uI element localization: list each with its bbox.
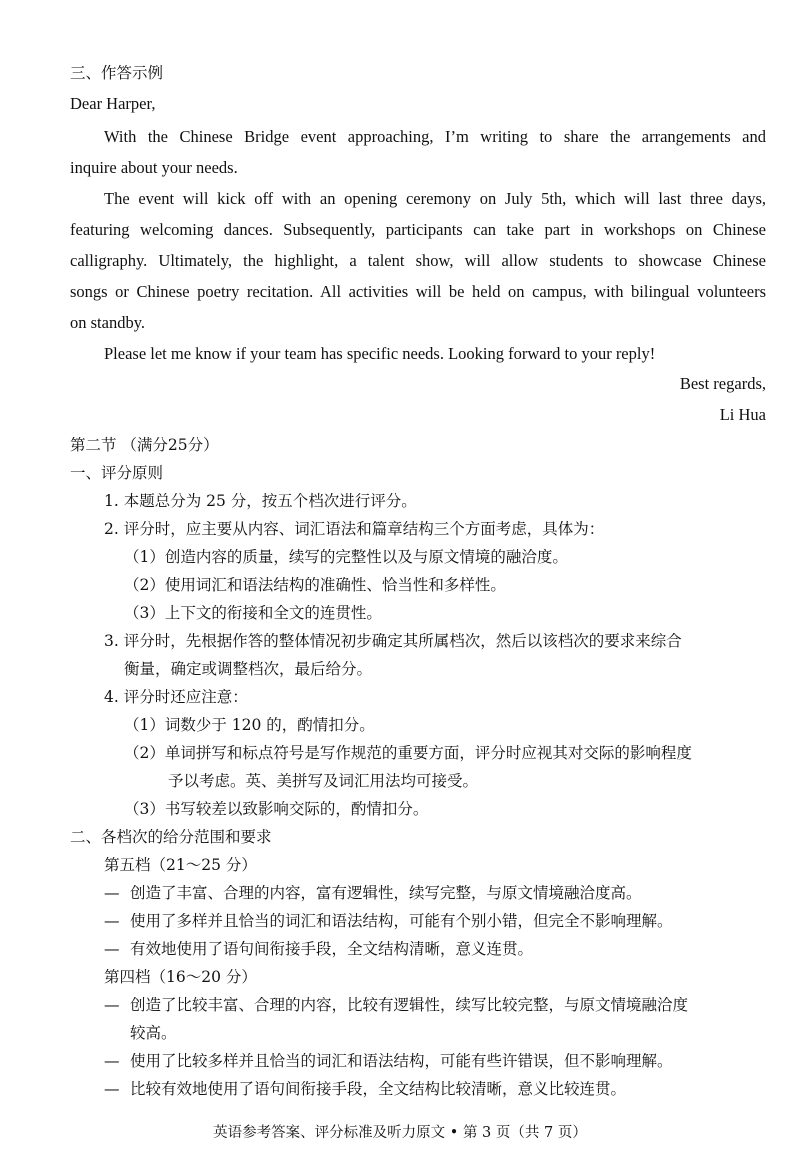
rule-subitem: （3）上下文的衔接和全文的连贯性。 xyxy=(124,604,382,622)
rule-item: 1. 本题总分为 25 分，按五个档次进行评分。 xyxy=(104,492,417,510)
band-criterion-text: 使用了比较多样并且恰当的词汇和语法结构，可能有些许错误，但不影响理解。 xyxy=(130,1052,673,1070)
letter-paragraph-line: on standby. xyxy=(70,313,146,332)
bands-heading: 二、各档次的给分范围和要求 xyxy=(70,828,272,846)
letter-paragraph-line: Please let me know if your team has specific needs. Looking forward to your reply! xyxy=(104,344,656,363)
band-criterion-text: 使用了多样并且恰当的词汇和语法结构，可能有个别小错，但完全不影响理解。 xyxy=(130,912,673,930)
letter-paragraph-line: The event will kick off with an opening ceremony on July 5th, which will last three days, xyxy=(104,189,766,208)
letter-paragraph-line: songs or Chinese poetry recitation. All activities will be held on campus, with bilingual volunteers xyxy=(70,282,766,301)
rule-subitem: （3）书写较差以致影响交际的，酌情扣分。 xyxy=(124,800,429,818)
page-footer: 英语参考答案、评分标准及听力原文 • 第 3 页（共 7 页） xyxy=(213,1125,587,1141)
letter-paragraph-line: With the Chinese Bridge event approaching, I’m writing to share the arrangements and xyxy=(104,127,766,146)
letter-closing: Best regards, xyxy=(679,374,766,393)
letter-paragraph-line: inquire about your needs. xyxy=(70,158,238,177)
dash-bullet: — xyxy=(104,996,120,1014)
part-title: 第二节 （满分25分） xyxy=(70,436,219,454)
band-title: 第五档（21～25 分） xyxy=(104,856,257,874)
band-criterion-text: 创造了比较丰富、合理的内容，比较有逻辑性，续写比较完整，与原文情境融洽度 xyxy=(130,996,689,1014)
dash-bullet: — xyxy=(104,940,120,958)
band-criterion xyxy=(104,910,673,932)
rule-item-continuation: 衡量，确定或调整档次，最后给分。 xyxy=(124,660,373,678)
band-criterion-text: 创造了丰富、合理的内容，富有逻辑性，续写完整，与原文情境融洽度高。 xyxy=(130,884,642,902)
band-criterion-continuation: 较高。 xyxy=(130,1024,177,1042)
dash-bullet: — xyxy=(104,1080,120,1098)
rule-subitem: （1）词数少于 120 的，酌情扣分。 xyxy=(124,716,375,734)
band-criterion xyxy=(104,994,688,1016)
band-criterion-text: 有效地使用了语句间衔接手段，全文结构清晰，意义连贯。 xyxy=(130,940,534,958)
letter-paragraph-line: featuring welcoming dances. Subsequently, participants can take part in workshops on Chinese xyxy=(70,220,766,239)
dash-bullet: — xyxy=(104,912,120,930)
band-title: 第四档（16～20 分） xyxy=(104,968,257,986)
band-criterion xyxy=(104,882,642,904)
letter-greeting: Dear Harper, xyxy=(70,94,156,113)
rule-subitem: （1）创造内容的质量，续写的完整性以及与原文情境的融洽度。 xyxy=(124,548,568,566)
dash-bullet: — xyxy=(104,884,120,902)
rule-subitem: （2）使用词汇和语法结构的准确性、恰当性和多样性。 xyxy=(124,576,506,594)
letter-paragraph-line: calligraphy. Ultimately, the highlight, a talent show, will allow students to showcase Chinese xyxy=(70,251,766,270)
band-criterion xyxy=(104,1078,626,1100)
rule-item: 3. 评分时，先根据作答的整体情况初步确定其所属档次，然后以该档次的要求来综合 xyxy=(104,632,682,650)
rule-subitem: （2）单词拼写和标点符号是写作规范的重要方面，评分时应视其对交际的影响程度 xyxy=(124,744,692,762)
section-heading: 三、作答示例 xyxy=(70,64,164,82)
letter-signature: Li Hua xyxy=(719,405,766,424)
band-criterion-text: 比较有效地使用了语句间衔接手段，全文结构比较清晰，意义比较连贯。 xyxy=(130,1080,627,1098)
band-criterion xyxy=(104,938,533,960)
rule-item: 4. 评分时还应注意： xyxy=(104,688,248,706)
dash-bullet: — xyxy=(104,1052,120,1070)
band-criterion xyxy=(104,1050,673,1072)
rule-subitem-continuation: 予以考虑。英、美拼写及词汇用法均可接受。 xyxy=(168,772,479,790)
rule-item: 2. 评分时，应主要从内容、词汇语法和篇章结构三个方面考虑，具体为： xyxy=(104,520,605,538)
principles-heading: 一、评分原则 xyxy=(70,464,164,482)
